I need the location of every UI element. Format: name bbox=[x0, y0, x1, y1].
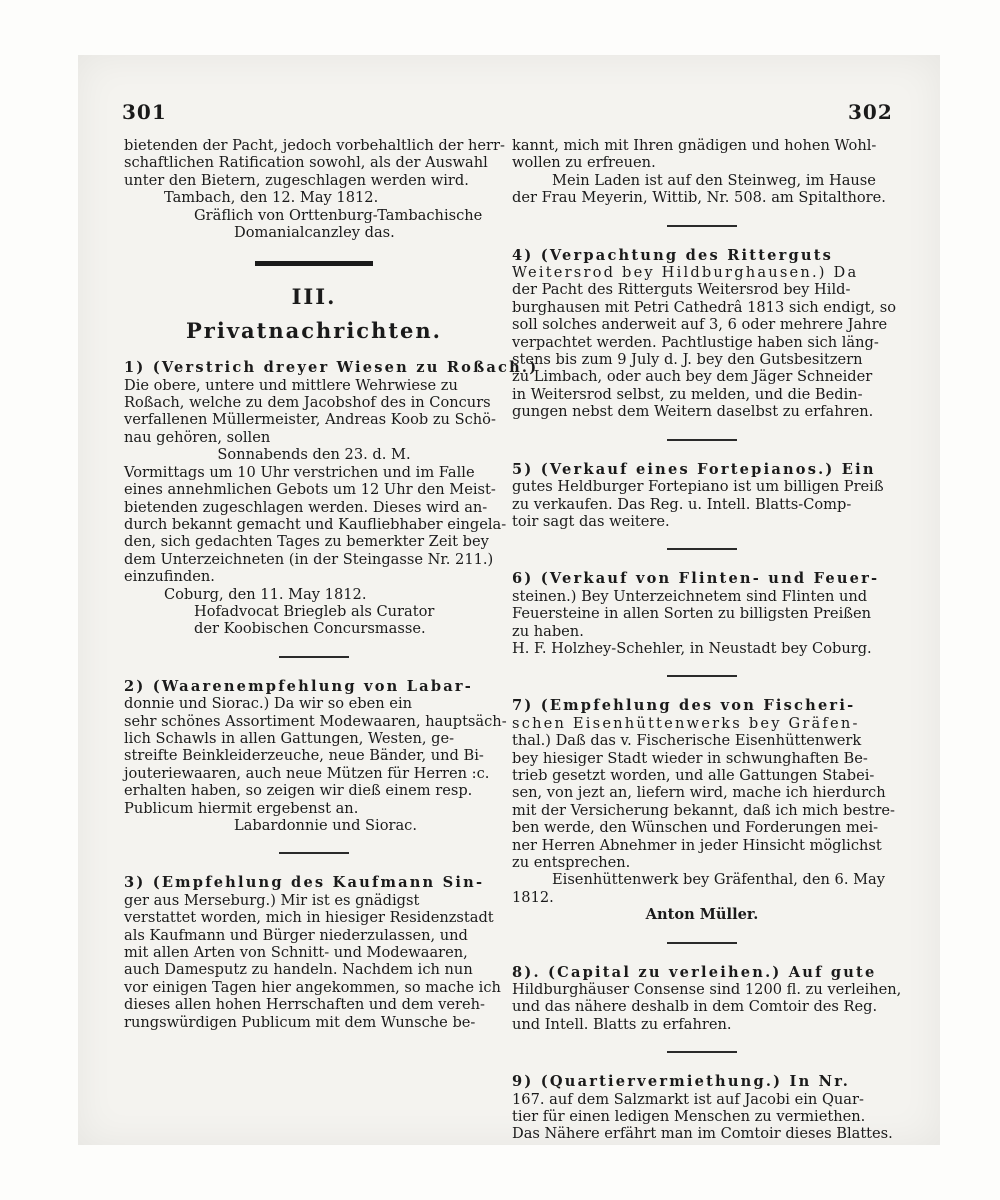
item-heading: 9) (Quartiervermiethung.) In Nr. bbox=[512, 1073, 851, 1091]
text-line: Publicum hiermit ergebenst an. bbox=[124, 799, 359, 817]
text-line: durch bekannt gemacht und Kaufliebhaber eingela- bbox=[124, 515, 507, 533]
text-line: ner Herren Abnehmer in jeder Hinsicht möglichst bbox=[512, 836, 882, 854]
text-line: tier für einen ledigen Menschen zu vermiethen. bbox=[512, 1108, 866, 1126]
section-title: Privatnachrichten. bbox=[185, 317, 442, 343]
dateline: Coburg, den 11. May 1812. bbox=[164, 585, 367, 603]
text-line: dieses allen hohen Herrschaften und dem vereh- bbox=[124, 996, 485, 1014]
item-heading: 3) (Empfehlung des Kaufmann Sin- bbox=[124, 874, 485, 892]
text-line: erhalten haben, so zeigen wir dieß einem resp. bbox=[124, 782, 473, 800]
item-heading: 6) (Verkauf von Flinten- und Feuer- bbox=[512, 570, 880, 588]
text-line: verstattet worden, mich in hiesiger Residenzstadt bbox=[124, 909, 494, 927]
text-line: bey hiesiger Stadt wieder in schwunghaften Be- bbox=[512, 749, 868, 767]
item-divider bbox=[667, 439, 737, 441]
text-line: toir sagt das weitere. bbox=[512, 512, 670, 530]
signature-line: Domanialcanzley das. bbox=[234, 224, 395, 242]
text-line: trieb gesetzt worden, und alle Gattungen Stabei- bbox=[512, 766, 875, 784]
section-divider bbox=[255, 261, 373, 266]
text-line: Hildburghäuser Consense sind 1200 fl. zu verleihen, bbox=[512, 981, 902, 999]
text-line: jouteriewaaren, auch neue Mützen für Herren :c. bbox=[124, 764, 490, 782]
text-line: 167. auf dem Salzmarkt ist auf Jacobi ein Quar- bbox=[512, 1090, 864, 1108]
text-line: bietenden der Pacht, jedoch vorbehaltlich der herr- bbox=[124, 137, 505, 154]
dateline: 1812. bbox=[512, 888, 554, 906]
text-line: streifte Beinkleiderzeuche, neue Bänder, und Bi- bbox=[124, 747, 484, 765]
section-number: III. bbox=[291, 284, 337, 310]
text-line: lich Schawls in allen Gattungen, Westen, ge- bbox=[124, 729, 455, 747]
text-line: den, sich gedachten Tages zu bemerkter Zeit bey bbox=[124, 533, 489, 551]
text-line: nau gehören, sollen bbox=[124, 428, 271, 446]
text-line: eines annehmlichen Gebots um 12 Uhr den Meist- bbox=[124, 481, 496, 499]
text-line: kannt, mich mit Ihren gnädigen und hohen Wohl- bbox=[512, 137, 877, 154]
signature-line: Labardonnie und Siorac. bbox=[234, 817, 417, 834]
text-line: steinen.) Bey Unterzeichnetem sind Flinten und bbox=[512, 587, 868, 605]
text-line: sen, von jezt an, liefern wird, mache ich hierdurch bbox=[512, 784, 886, 802]
text-line: gungen nebst dem Weitern daselbst zu erfahren. bbox=[512, 403, 874, 421]
text-line: Feuersteine in allen Sorten zu billigsten Preißen bbox=[512, 605, 872, 623]
text-line: thal.) Daß das v. Fischerische Eisenhüttenwerk bbox=[512, 732, 862, 750]
text-line: Roßach, welche zu dem Jacobshof des in Concurs bbox=[124, 394, 491, 412]
item-divider bbox=[667, 675, 737, 677]
text-line: und Intell. Blatts zu erfahren. bbox=[512, 1015, 732, 1033]
text-line: schen Eisenhüttenwerks bey Gräfen- bbox=[512, 714, 860, 732]
text-line: sehr schönes Assortiment Modewaaren, hauptsäch- bbox=[124, 712, 507, 730]
signature-line: Hofadvocat Briegleb als Curator bbox=[194, 602, 435, 620]
item-divider bbox=[667, 548, 737, 550]
text-line: burghausen mit Petri Cathedrâ 1813 sich endigt, so bbox=[512, 298, 897, 316]
text-line: unter den Bietern, zugeschlagen werden wird. bbox=[124, 171, 469, 189]
text-line: der Pacht des Ritterguts Weitersrod bey Hild- bbox=[512, 281, 851, 299]
text-line: ger aus Merseburg.) Mir ist es gnädigst bbox=[124, 891, 420, 909]
text-line: Die obere, untere und mittlere Wehrwiese zu bbox=[124, 376, 458, 394]
item-heading: 8). (Capital zu verleihen.) Auf gute bbox=[512, 963, 877, 981]
left-column bbox=[124, 137, 539, 1031]
item-divider bbox=[279, 852, 349, 854]
text-line: zu verkaufen. Das Reg. u. Intell. Blatts-Comp- bbox=[512, 495, 852, 513]
page-number-right: 302 bbox=[848, 100, 893, 124]
signature-line: Gräflich von Orttenburg-Tambachische bbox=[194, 206, 483, 224]
text-line: Vormittags um 10 Uhr verstrichen und im Falle bbox=[124, 463, 475, 481]
dateline: Eisenhüttenwerk bey Gräfenthal, den 6. May bbox=[552, 871, 886, 889]
text-line: Mein Laden ist auf den Steinweg, im Hause bbox=[552, 171, 876, 189]
text-line: zu haben. bbox=[512, 622, 584, 640]
text-line: stens bis zum 9 July d. J. bey den Gutsbesitzern bbox=[512, 351, 863, 369]
text-line: ben werde, den Wünschen und Forderungen mei- bbox=[512, 819, 879, 837]
text-line: vor einigen Tagen hier angekommen, so mache ich bbox=[124, 978, 501, 996]
right-column bbox=[512, 137, 902, 1143]
text-line: dem Unterzeichneten (in der Steingasse Nr. 211.) bbox=[124, 550, 494, 568]
text-line: verfallenen Müllermeister, Andreas Koob zu Schö- bbox=[124, 411, 496, 429]
item-heading: 2) (Waarenempfehlung von Labar- bbox=[124, 677, 474, 695]
text-line: in Weitersrod selbst, zu melden, und die Bedin- bbox=[512, 385, 863, 403]
dateline: Tambach, den 12. May 1812. bbox=[164, 189, 379, 207]
text-line: zu Limbach, oder auch bey dem Jäger Schneider bbox=[512, 368, 873, 386]
text-line: wollen zu erfreuen. bbox=[512, 154, 656, 172]
text-line: schaftlichen Ratification sowohl, als der Auswahl bbox=[124, 154, 488, 172]
item-heading: 7) (Empfehlung des von Fischeri- bbox=[512, 697, 856, 715]
text-line: und das nähere deshalb in dem Comtoir des Reg. bbox=[512, 998, 878, 1016]
text-line: donnie und Siorac.) Da wir so eben ein bbox=[124, 695, 413, 713]
text-line: auch Damesputz zu handeln. Nachdem ich nun bbox=[124, 961, 473, 979]
item-divider bbox=[279, 656, 349, 658]
text-line: einzufinden. bbox=[124, 568, 215, 586]
text-line: Das Nähere erfährt man im Comtoir dieses Blattes. bbox=[512, 1125, 893, 1143]
text-line: rungswürdigen Publicum mit dem Wunsche be- bbox=[124, 1013, 476, 1031]
text-line: zu entsprechen. bbox=[512, 854, 631, 871]
item-heading: 4) (Verpachtung des Ritterguts bbox=[512, 246, 834, 264]
item-heading: 5) (Verkauf eines Fortepianos.) Ein bbox=[512, 460, 876, 478]
date-line: Sonnabends den 23. d. M. bbox=[217, 446, 411, 464]
signature-line: Anton Müller. bbox=[645, 906, 759, 924]
text-line: mit der Versicherung bekannt, daß ich mich bestre- bbox=[512, 801, 895, 819]
text-line: der Frau Meyerin, Wittib, Nr. 508. am Spitalthore. bbox=[512, 189, 886, 207]
text-line: soll solches anderweit auf 3, 6 oder mehrere Jahre bbox=[512, 316, 888, 334]
text-line: gutes Heldburger Fortepiano ist um billigen Preiß bbox=[512, 478, 884, 496]
text-line: mit allen Arten von Schnitt- und Modewaaren, bbox=[124, 944, 468, 962]
signature-line: H. F. Holzhey-Schehler, in Neustadt bey Coburg. bbox=[512, 639, 872, 657]
text-line: verpachtet werden. Pachtlustige haben sich läng- bbox=[512, 333, 879, 351]
item-heading: 1) (Verstrich dreyer Wiesen zu Roßach.) bbox=[124, 359, 539, 377]
item-divider bbox=[667, 225, 737, 227]
text-line: bietenden zugeschlagen werden. Dieses wird an- bbox=[124, 498, 488, 516]
page-number-left: 301 bbox=[122, 100, 167, 124]
item-divider bbox=[667, 942, 737, 944]
signature-line: der Koobischen Concursmasse. bbox=[194, 620, 426, 638]
text-line: Weitersrod bey Hildburghausen.) Da bbox=[512, 264, 859, 282]
text-line: als Kaufmann und Bürger niederzulassen, und bbox=[124, 926, 468, 944]
item-divider bbox=[667, 1051, 737, 1053]
